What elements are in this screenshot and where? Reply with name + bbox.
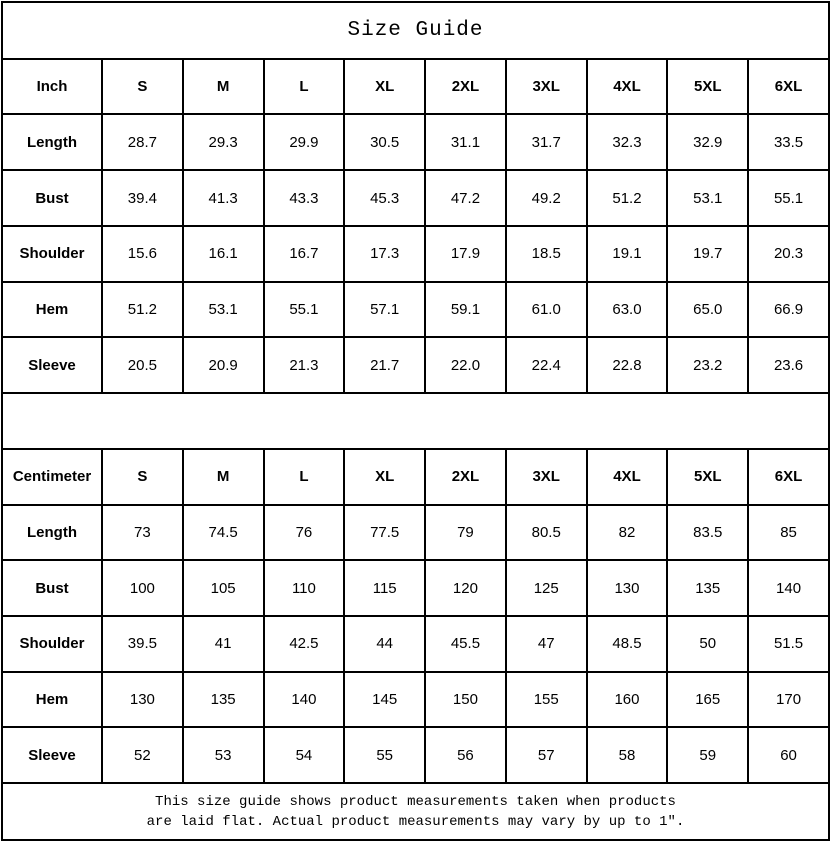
size-header-cell: XL bbox=[344, 449, 425, 505]
row-label: Hem bbox=[2, 672, 102, 728]
size-header-cell: 5XL bbox=[667, 449, 748, 505]
inch-table-header bbox=[2, 59, 829, 115]
measurement-cell: 85 bbox=[748, 505, 829, 561]
measurement-cell: 58 bbox=[587, 727, 668, 783]
table-row bbox=[2, 59, 829, 115]
measurement-cell: 18.5 bbox=[506, 226, 587, 282]
measurement-cell: 125 bbox=[506, 560, 587, 616]
measurement-cell: 31.7 bbox=[506, 114, 587, 170]
measurement-cell: 51.2 bbox=[102, 282, 183, 338]
measurement-cell: 45.5 bbox=[425, 616, 506, 672]
measurement-cell: 29.9 bbox=[264, 114, 345, 170]
table-row bbox=[2, 282, 829, 338]
size-header-cell: 2XL bbox=[425, 59, 506, 115]
table-row bbox=[2, 727, 829, 783]
measurement-cell: 16.7 bbox=[264, 226, 345, 282]
title-row bbox=[2, 2, 829, 59]
size-header-cell: 4XL bbox=[587, 449, 668, 505]
row-label: Sleeve bbox=[2, 727, 102, 783]
size-header-cell: XL bbox=[344, 59, 425, 115]
measurement-cell: 105 bbox=[183, 560, 264, 616]
size-header-cell: M bbox=[183, 449, 264, 505]
measurement-cell: 33.5 bbox=[748, 114, 829, 170]
size-header-cell: 3XL bbox=[506, 59, 587, 115]
measurement-cell: 17.3 bbox=[344, 226, 425, 282]
measurement-cell: 66.9 bbox=[748, 282, 829, 338]
measurement-cell: 63.0 bbox=[587, 282, 668, 338]
size-header-cell: S bbox=[102, 449, 183, 505]
measurement-cell: 79 bbox=[425, 505, 506, 561]
row-label: Bust bbox=[2, 170, 102, 226]
measurement-cell: 29.3 bbox=[183, 114, 264, 170]
measurement-cell: 42.5 bbox=[264, 616, 345, 672]
measurement-cell: 165 bbox=[667, 672, 748, 728]
measurement-cell: 50 bbox=[667, 616, 748, 672]
measurement-cell: 22.8 bbox=[587, 337, 668, 393]
measurement-cell: 53.1 bbox=[183, 282, 264, 338]
measurement-cell: 15.6 bbox=[102, 226, 183, 282]
measurement-cell: 20.3 bbox=[748, 226, 829, 282]
measurement-cell: 44 bbox=[344, 616, 425, 672]
cm-table-header bbox=[2, 449, 829, 505]
measurement-cell: 130 bbox=[102, 672, 183, 728]
measurement-cell: 39.4 bbox=[102, 170, 183, 226]
row-label: Bust bbox=[2, 560, 102, 616]
table-row bbox=[2, 560, 829, 616]
measurement-cell: 135 bbox=[667, 560, 748, 616]
row-label: Length bbox=[2, 505, 102, 561]
measurement-cell: 17.9 bbox=[425, 226, 506, 282]
measurement-cell: 150 bbox=[425, 672, 506, 728]
size-header-cell: L bbox=[264, 59, 345, 115]
inch-table-body bbox=[2, 114, 829, 393]
measurement-cell: 39.5 bbox=[102, 616, 183, 672]
measurement-cell: 74.5 bbox=[183, 505, 264, 561]
measurement-cell: 52 bbox=[102, 727, 183, 783]
table-row bbox=[2, 672, 829, 728]
measurement-cell: 80.5 bbox=[506, 505, 587, 561]
measurement-cell: 120 bbox=[425, 560, 506, 616]
row-label: Sleeve bbox=[2, 337, 102, 393]
unit-label: Inch bbox=[2, 59, 102, 115]
measurement-cell: 56 bbox=[425, 727, 506, 783]
measurement-cell: 61.0 bbox=[506, 282, 587, 338]
measurement-cell: 21.7 bbox=[344, 337, 425, 393]
table-row bbox=[2, 114, 829, 170]
table-row bbox=[2, 337, 829, 393]
measurement-cell: 31.1 bbox=[425, 114, 506, 170]
measurement-cell: 55.1 bbox=[264, 282, 345, 338]
footer-note bbox=[2, 783, 829, 840]
measurement-cell: 23.2 bbox=[667, 337, 748, 393]
measurement-cell: 28.7 bbox=[102, 114, 183, 170]
size-header-cell: 5XL bbox=[667, 59, 748, 115]
measurement-cell: 22.4 bbox=[506, 337, 587, 393]
size-header-cell: 4XL bbox=[587, 59, 668, 115]
measurement-cell: 160 bbox=[587, 672, 668, 728]
measurement-cell: 45.3 bbox=[344, 170, 425, 226]
size-header-cell: 3XL bbox=[506, 449, 587, 505]
spacer-row bbox=[2, 393, 829, 449]
measurement-cell: 55.1 bbox=[748, 170, 829, 226]
measurement-cell: 100 bbox=[102, 560, 183, 616]
measurement-cell: 83.5 bbox=[667, 505, 748, 561]
measurement-cell: 135 bbox=[183, 672, 264, 728]
measurement-cell: 60 bbox=[748, 727, 829, 783]
unit-label: Centimeter bbox=[2, 449, 102, 505]
measurement-cell: 51.2 bbox=[587, 170, 668, 226]
measurement-cell: 20.5 bbox=[102, 337, 183, 393]
measurement-cell: 32.3 bbox=[587, 114, 668, 170]
measurement-cell: 51.5 bbox=[748, 616, 829, 672]
measurement-cell: 49.2 bbox=[506, 170, 587, 226]
measurement-cell: 65.0 bbox=[667, 282, 748, 338]
measurement-cell: 41 bbox=[183, 616, 264, 672]
measurement-cell: 130 bbox=[587, 560, 668, 616]
measurement-cell: 76 bbox=[264, 505, 345, 561]
measurement-cell: 19.7 bbox=[667, 226, 748, 282]
measurement-cell: 47 bbox=[506, 616, 587, 672]
measurement-cell: 30.5 bbox=[344, 114, 425, 170]
measurement-cell: 48.5 bbox=[587, 616, 668, 672]
table-row bbox=[2, 616, 829, 672]
measurement-cell: 43.3 bbox=[264, 170, 345, 226]
measurement-cell: 110 bbox=[264, 560, 345, 616]
measurement-cell: 140 bbox=[264, 672, 345, 728]
measurement-cell: 20.9 bbox=[183, 337, 264, 393]
row-label: Shoulder bbox=[2, 616, 102, 672]
footer-line-2: are laid flat. Actual product measurements may vary by up to 1″. bbox=[146, 813, 685, 830]
measurement-cell: 57.1 bbox=[344, 282, 425, 338]
size-header-cell: 6XL bbox=[748, 59, 829, 115]
measurement-cell: 170 bbox=[748, 672, 829, 728]
row-label: Shoulder bbox=[2, 226, 102, 282]
size-header-cell: 6XL bbox=[748, 449, 829, 505]
measurement-cell: 53 bbox=[183, 727, 264, 783]
size-header-cell: S bbox=[102, 59, 183, 115]
footer-line-1: This size guide shows product measurements taken when products bbox=[155, 793, 676, 810]
measurement-cell: 59 bbox=[667, 727, 748, 783]
table-row bbox=[2, 449, 829, 505]
measurement-cell: 21.3 bbox=[264, 337, 345, 393]
measurement-cell: 140 bbox=[748, 560, 829, 616]
measurement-cell: 55 bbox=[344, 727, 425, 783]
measurement-cell: 32.9 bbox=[667, 114, 748, 170]
size-guide-page bbox=[0, 1, 831, 843]
measurement-cell: 82 bbox=[587, 505, 668, 561]
size-header-cell: M bbox=[183, 59, 264, 115]
measurement-cell: 77.5 bbox=[344, 505, 425, 561]
measurement-cell: 57 bbox=[506, 727, 587, 783]
measurement-cell: 155 bbox=[506, 672, 587, 728]
footer-row bbox=[2, 783, 829, 840]
measurement-cell: 73 bbox=[102, 505, 183, 561]
size-header-cell: L bbox=[264, 449, 345, 505]
table-row bbox=[2, 505, 829, 561]
table-row bbox=[2, 226, 829, 282]
table-row bbox=[2, 170, 829, 226]
measurement-cell: 115 bbox=[344, 560, 425, 616]
measurement-cell: 16.1 bbox=[183, 226, 264, 282]
measurement-cell: 19.1 bbox=[587, 226, 668, 282]
measurement-cell: 59.1 bbox=[425, 282, 506, 338]
measurement-cell: 54 bbox=[264, 727, 345, 783]
measurement-cell: 22.0 bbox=[425, 337, 506, 393]
measurement-cell: 145 bbox=[344, 672, 425, 728]
measurement-cell: 47.2 bbox=[425, 170, 506, 226]
row-label: Length bbox=[2, 114, 102, 170]
cm-table-body bbox=[2, 505, 829, 784]
size-guide-table bbox=[1, 1, 830, 841]
measurement-cell: 41.3 bbox=[183, 170, 264, 226]
row-label: Hem bbox=[2, 282, 102, 338]
spacer-cell bbox=[2, 393, 829, 449]
measurement-cell: 23.6 bbox=[748, 337, 829, 393]
page-title: Size Guide bbox=[2, 2, 829, 59]
size-header-cell: 2XL bbox=[425, 449, 506, 505]
measurement-cell: 53.1 bbox=[667, 170, 748, 226]
